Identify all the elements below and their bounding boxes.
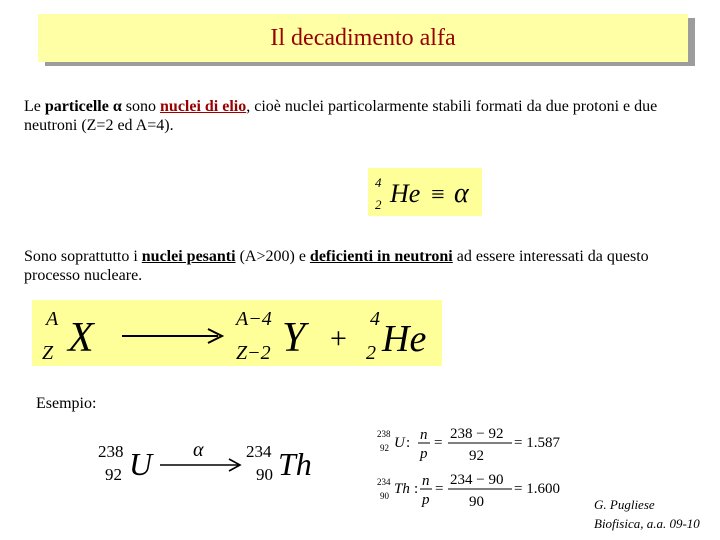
ratio-u-atomic: 92 <box>380 443 389 453</box>
p1-text-2: sono <box>121 98 161 115</box>
parent-symbol: X <box>68 315 94 361</box>
credit-author: G. Pugliese <box>594 497 655 512</box>
ratio-u-p: p <box>420 446 428 462</box>
ratio-u-colon: : <box>406 435 411 451</box>
u-symbol: U <box>129 446 153 482</box>
daughter-symbol: Y <box>282 315 306 361</box>
decay-he-mass-number: 4 <box>370 308 380 330</box>
ratio-th-denominator: 90 <box>469 494 484 510</box>
slide-title: Il decadimento alfa <box>270 24 456 51</box>
ratio-th-symbol: Th <box>394 481 410 497</box>
alpha-symbol: α <box>454 178 469 209</box>
ratio-th-p: p <box>422 492 430 508</box>
credit-course: Biofisica, a.a. 09-10 <box>594 516 700 531</box>
parent-mass-number: A <box>46 308 59 330</box>
paragraph-alpha-definition <box>24 97 694 135</box>
example-alpha: α <box>193 440 204 461</box>
np-ratio-calculations <box>372 422 592 514</box>
decay-equation-box <box>32 300 442 366</box>
title-banner <box>38 14 688 62</box>
p1-text-3: , cioè nuclei particolarmente stabili formati da due protoni e due neutroni (Z=2 ed A=4). <box>24 98 658 134</box>
decay-equation <box>32 300 442 366</box>
ratio-u-numerator: 238 − 92 <box>450 426 504 442</box>
p2-text-3: ad essere interessati da questo processo nucleare. <box>24 248 649 284</box>
ratio-th-n: n <box>422 473 430 489</box>
p1-text-1: Le <box>24 98 45 115</box>
ratio-th-numerator: 234 − 90 <box>450 472 504 488</box>
nuclei-elio-term: nuclei di elio <box>160 98 247 115</box>
th-symbol: Th <box>278 446 312 482</box>
helium-equation <box>368 168 482 216</box>
particelle-alpha-term: particelle α <box>44 98 122 115</box>
ratio-u-denominator: 92 <box>469 448 484 464</box>
u-atomic-number: 92 <box>105 465 122 484</box>
he-mass-number: 4 <box>375 175 382 190</box>
deficienti-neutroni-term: deficienti in neutroni <box>309 248 453 265</box>
daughter-mass-number: A−4 <box>236 308 272 330</box>
daughter-atomic-number: Z−2 <box>236 342 271 364</box>
author-credit <box>594 495 700 533</box>
plus-sign: + <box>330 322 347 355</box>
nuclei-pesanti-term: nuclei pesanti <box>141 248 236 265</box>
ratio-u-mass: 238 <box>377 429 391 439</box>
ratio-u-equals: = <box>434 435 443 451</box>
decay-he-atomic-number: 2 <box>366 342 376 364</box>
he-symbol: He <box>390 179 421 208</box>
ratio-th-colon: : <box>414 481 419 497</box>
ratio-th-equals: = <box>435 481 444 497</box>
th-mass-number: 234 <box>246 442 272 461</box>
ratio-th-result: = 1.600 <box>514 481 560 497</box>
np-ratio-u <box>377 426 560 464</box>
helium-equation-box <box>368 168 482 216</box>
np-ratio-th <box>377 472 560 510</box>
example-label: Esempio: <box>36 395 97 412</box>
he-atomic-number: 2 <box>375 197 382 212</box>
reaction-arrow <box>122 329 222 343</box>
p2-text-2: (A>200) e <box>235 248 310 265</box>
decay-he-symbol: He <box>382 318 427 360</box>
example-reaction <box>98 440 328 490</box>
ratio-th-mass: 234 <box>377 477 391 487</box>
parent-atomic-number: Z <box>42 342 54 364</box>
equiv-sign: ≡ <box>431 182 445 208</box>
p2-text-1: Sono soprattutto i <box>24 248 142 265</box>
u-mass-number: 238 <box>98 442 124 461</box>
ratio-u-symbol: U <box>394 435 405 451</box>
th-atomic-number: 90 <box>256 465 273 484</box>
ratio-u-n: n <box>420 427 428 443</box>
ratio-u-result: = 1.587 <box>514 435 560 451</box>
paragraph-heavy-nuclei <box>24 247 694 285</box>
ratio-th-atomic: 90 <box>380 491 389 501</box>
